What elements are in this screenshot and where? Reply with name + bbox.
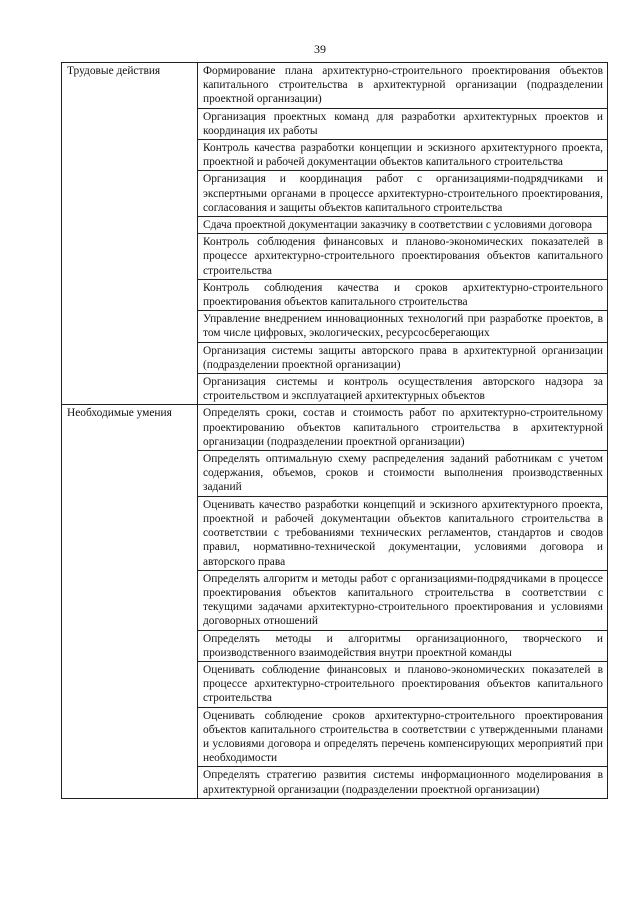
table-cell: Определять алгоритм и методы работ с организациями-подрядчиками в процессе проектирования объектов капитального строительства в соответствии с текущими задачами архитектурно-строительного проектирования и условиями договорных отношений [198,570,608,630]
table-cell: Определять стратегию развития системы информационного моделирования в архитектурной организации (подразделении проектной организации) [198,767,608,798]
table-body [62,63,608,799]
requirements-table [61,62,608,799]
table-cell: Контроль качества разработки концепции и эскизного архитектурного проекта, проектной и рабочей документации объектов капитального строительства [198,140,608,171]
table-cell: Определять оптимальную схему распределения заданий работникам с учетом содержания, объемов, сроков и стоимости выполнения производственных заданий [198,451,608,497]
table-row [62,405,608,451]
section-label: Необходимые умения [62,405,198,798]
page-number: 39 [314,42,326,56]
table-cell: Организация системы и контроль осуществления авторского надзора за строительством и эксплуатацией архитектурных объектов [198,374,608,405]
table-cell: Контроль соблюдения качества и сроков архитектурно-строительного проектирования объектов капитального строительства [198,279,608,310]
table-cell: Оценивать соблюдение финансовых и планово-экономических показателей в процессе архитектурно-строительного проектирования объектов капитального строительства [198,661,608,707]
table-cell: Определять методы и алгоритмы организационного, творческого и производственного взаимодействия внутри проектной команды [198,630,608,661]
table-cell: Оценивать качество разработки концепций и эскизного архитектурного проекта, проектной и рабочей документации объектов капитального строительства в соответствии с требованиями технических регламентов, стандартов и сводов правил, нормативно-технической документации, условиями договора и авторского права [198,496,608,570]
table-cell: Сдача проектной документации заказчику в соответствии с условиями договора [198,217,608,234]
table-cell: Определять сроки, состав и стоимость работ по архитектурно-строительному проектированию объектов капитального строительства в архитектурной организации (подразделении проектной организации) [198,405,608,451]
table-cell: Организация системы защиты авторского права в архитектурной организации (подразделении проектной организации) [198,342,608,373]
table-cell: Оценивать соблюдение сроков архитектурно-строительного проектирования объектов капитального строительства в соответствии с утвержденными планами и условиями договора и определять перечень компенсирующих мероприятий при необходимости [198,707,608,767]
table-cell: Организация проектных команд для разработки архитектурных проектов и координация их работы [198,108,608,139]
table-cell: Формирование плана архитектурно-строительного проектирования объектов капитального строительства в архитектурной организации (подразделении проектной организации) [198,63,608,109]
section-label: Трудовые действия [62,63,198,405]
table-cell: Контроль соблюдения финансовых и планово-экономических показателей в процессе архитектурно-строительного проектирования объектов капитального строительства [198,234,608,280]
table-row [62,63,608,109]
table-cell: Управление внедрением инновационных технологий при разработке проектов, в том числе цифровых, экологических, ресурсосберегающих [198,311,608,342]
table-cell: Организация и координация работ с организациями-подрядчиками и экспертными органами в процессе архитектурно-строительного проектирования, согласования и защиты объектов капитального строительства [198,171,608,217]
